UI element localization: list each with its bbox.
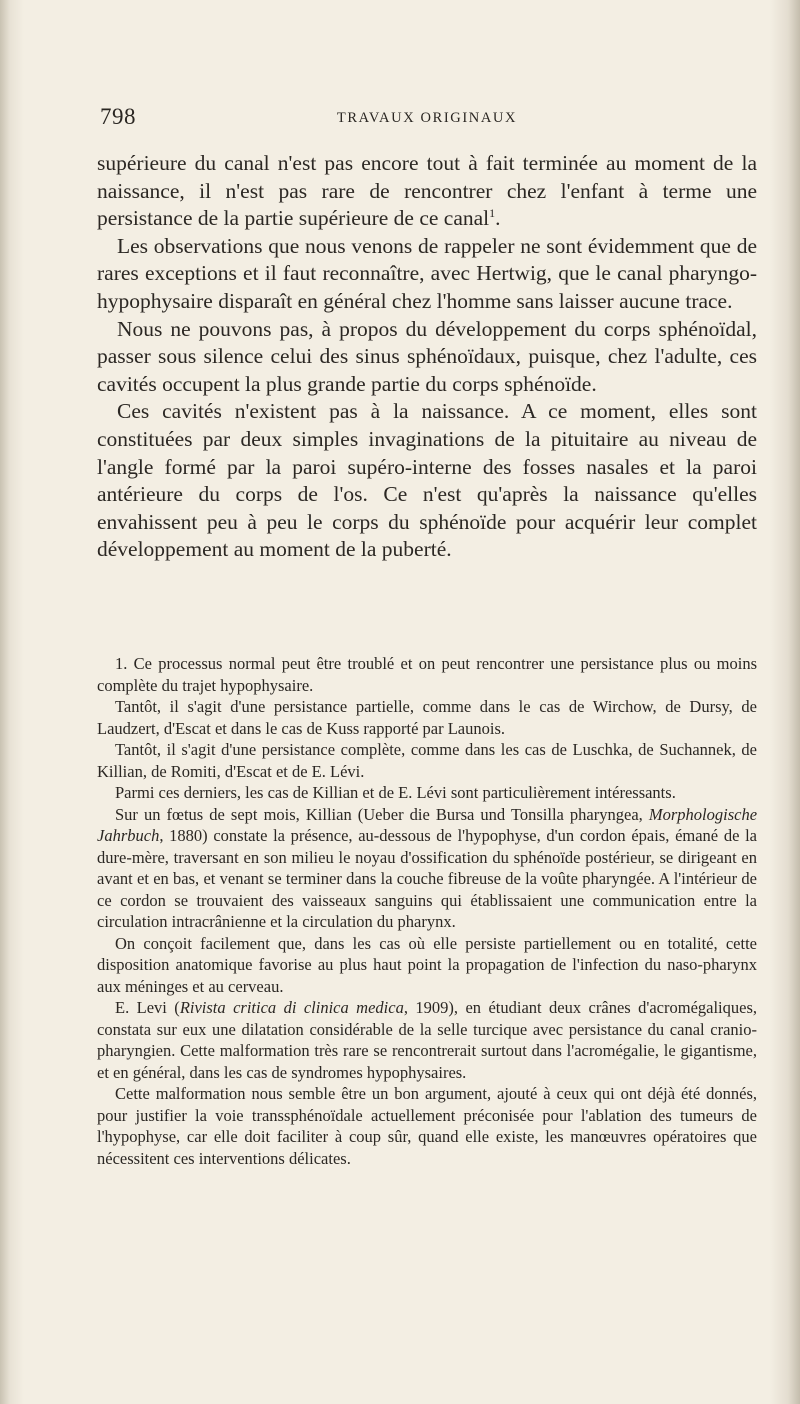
footnotes <box>97 653 757 1169</box>
footnote-text: , 1909), en étudiant deux crânes d'acromégaliques, constata sur eux une dilatation considérable de la selle turcique avec persistance du canal cranio-pharyngien. Cette malformation très rare se rencontrerait surtout dans l'acromégalie, le gigantisme, et en général, dans les cas de syndromes hypophysaires. <box>97 998 758 1082</box>
footnote-paragraph: Parmi ces derniers, les cas de Killian et de E. Lévi sont particulièrement intéressants. <box>115 783 676 802</box>
footnote-paragraph: On conçoit facilement que, dans les cas où elle persiste partiellement ou en totalité, cette disposition anatomique favorise au plus haut point la propagation de l'infection du naso-pharynx aux méninges et au cerveau. <box>97 933 757 996</box>
footnote-text: E. Levi ( <box>115 998 180 1017</box>
page-number: 798 <box>100 104 136 129</box>
paragraph-end: . <box>495 206 501 231</box>
footnote-paragraph: Tantôt, il s'agit d'une persistance partielle, comme dans le cas de Wirchow, de Dursy, de Laudzert, d'Escat et dans le cas de Kuss rapporté par Launois. <box>97 697 757 738</box>
paragraph <box>97 150 757 233</box>
footnote-paragraph <box>97 997 757 1083</box>
journal-title: Rivista critica di clinica medica <box>179 998 404 1017</box>
page-header <box>100 104 754 134</box>
journal-title: Morphologische Jahrbuch <box>97 804 758 845</box>
footnote-paragraph <box>97 804 757 933</box>
main-text <box>97 150 757 564</box>
footnote-text: Sur un fœtus de sept mois, Killian (Ueber die Bursa und Tonsilla pharyngea, <box>115 804 643 824</box>
paragraph: Ces cavités n'existent pas à la naissance. A ce moment, elles sont constituées par deux simples invaginations de la pituitaire au niveau de l'angle formé par la paroi supéro-interne des fosses nasales et la paroi antérieure du corps de l'os. Ce n'est qu'après la naissance qu'elles envahissent peu à peu le corps du sphénoïde pour acquérir leur complet développement au moment de la puberté. <box>97 399 757 562</box>
paragraph: Nous ne pouvons pas, à propos du développement du corps sphénoïdal, passer sous silence celui des sinus sphénoïdaux, puisque, chez l'adulte, ces cavités occupent la plus grande partie du corps sphénoïde. <box>97 316 757 396</box>
footnote-text: , 1880) constate la présence, au-dessous de l'hypophyse, d'un cordon épais, émané de la dure-mère, traversant en son milieu le noyau d'ossification du sphénoïde postérieur, se dirigeant en avant et en bas, et venant se terminer dans la couche fibreuse de la voûte pharyngée. A l'intérieur de ce cordon se trouvaient des vaisseaux sanguins qui établissaient une communication entre la circulation intracrânienne et la circulation du pharynx. <box>97 826 757 931</box>
footnote-paragraph: Cette malformation nous semble être un bon argument, ajouté à ceux qui ont déjà été donnés, pour justifier la voie transsphénoïdale actuellement préconisée pour l'ablation des tumeurs de l'hypophyse, car elle doit faciliter à coup sûr, quand elle existe, les manœuvres opératoires que nécessitent ces interventions délicates. <box>97 1084 757 1168</box>
paragraph-text: supérieure du canal n'est pas encore tout à fait terminée au moment de la naissance, il n'est pas rare de rencontrer chez l'enfant à terme une persistance de la partie supérieure de ce canal <box>97 151 757 231</box>
footnote-paragraph: Tantôt, il s'agit d'une persistance complète, comme dans les cas de Luschka, de Suchannek, de Killian, de Romiti, d'Escat et de E. Lévi. <box>97 740 757 781</box>
running-title: TRAVAUX ORIGINAUX <box>336 110 518 126</box>
footnote-paragraph: 1. Ce processus normal peut être troublé et on peut rencontrer une persistance plus ou moins complète du trajet hypophysaire. <box>97 654 757 695</box>
footnote-ref: 1 <box>489 206 496 221</box>
paragraph: Les observations que nous venons de rappeler ne sont évidemment que de rares exceptions et il faut reconnaître, avec Hertwig, que le canal pharyngo-hypophysaire disparaît en général chez l'homme sans laisser aucune trace. <box>97 233 757 313</box>
